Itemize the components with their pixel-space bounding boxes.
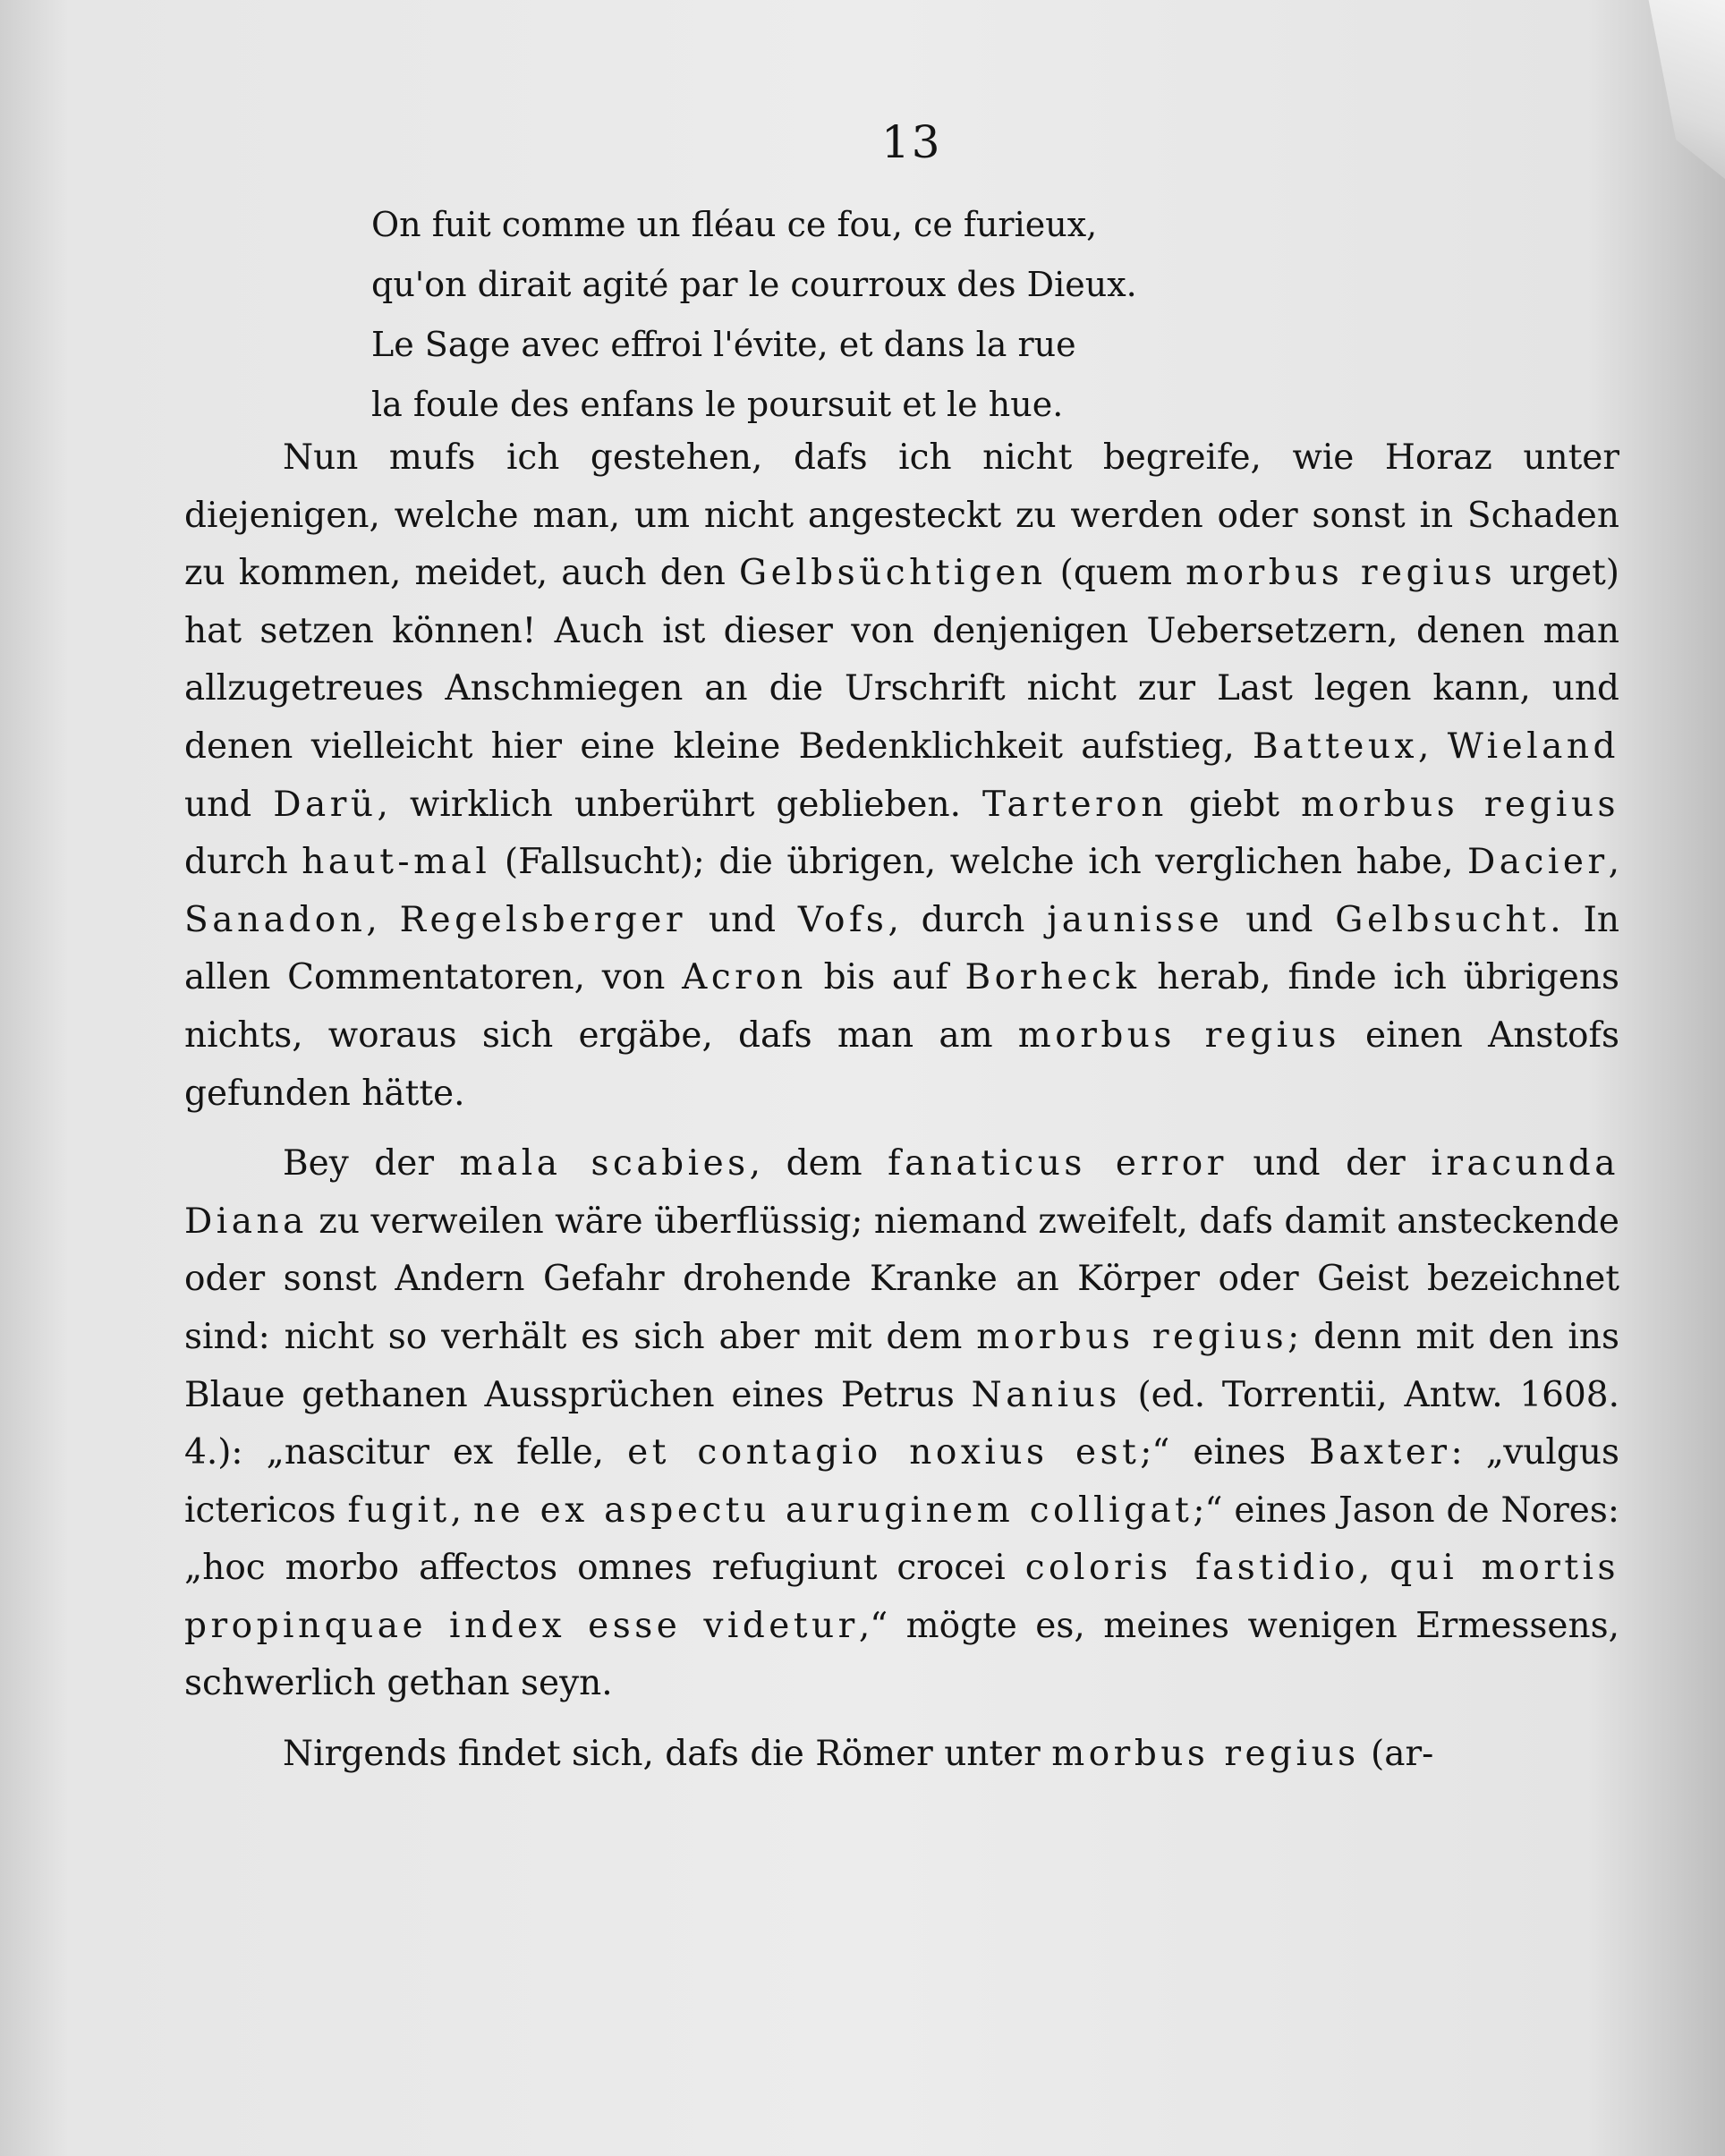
spaced-emphasis-text: Acron <box>682 957 807 998</box>
text-run: und <box>686 899 798 940</box>
text-run: . In allen Commentatoren, von <box>184 899 1620 998</box>
spaced-emphasis-text: iracunda Diana <box>184 1143 1620 1242</box>
page-number: 13 <box>881 116 942 168</box>
spaced-emphasis-text: morbus regius <box>1185 553 1497 594</box>
verse-line: la foule des enfans le poursuit et le hue. <box>371 385 1064 424</box>
spaced-emphasis-text: morbus regius <box>1051 1734 1360 1775</box>
spaced-emphasis-text: Darü <box>273 784 378 825</box>
spaced-emphasis-text: fanaticus error <box>888 1143 1228 1184</box>
spaced-emphasis-text: Wieland <box>1447 726 1619 767</box>
paragraph <box>184 1726 1619 1784</box>
text-run: einen Anstofs gefunden hätte. <box>184 1014 1619 1114</box>
spaced-emphasis-text: Dacier <box>1467 842 1609 883</box>
text-run: urget) hat setzen können! Auch ist dieser von denjenigen Uebersetzern, denen man allzugetreues Anschmiegen an die Urschrift nicht zur Last legen kann, und denen vielleicht hier eine kleine Bedenklichkeit aufstieg, <box>184 553 1619 767</box>
text-run: ;“ eines Jason de Nores: „hoc morbo affectos omnes refugiunt crocei <box>184 1490 1619 1589</box>
spaced-emphasis-text: morbus regius <box>976 1316 1288 1357</box>
text-run: Nun mufs ich gestehen, dafs ich nicht begreife, wie Horaz unter diejenigen, welche man, um nicht angesteckt zu werden oder sonst in Schaden zu kommen, meidet, auch den <box>184 437 1619 594</box>
text-run: herab, finde ich übrigens nichts, woraus sich ergäbe, dafs man am <box>184 957 1620 1056</box>
text-run: bis auf <box>806 957 965 998</box>
text-run: , wirklich unberührt geblieben. <box>377 784 982 825</box>
text-run: und <box>184 784 274 825</box>
spaced-emphasis-text: Tarteron <box>981 784 1168 825</box>
text-run: (ar- <box>1359 1734 1434 1775</box>
spaced-emphasis-text: Sanadon <box>184 899 367 940</box>
spaced-emphasis-text: et contagio noxius est <box>627 1432 1141 1473</box>
text-run: (ed. Torrentii, Antw. 1608. 4.): „nascitur ex felle, <box>184 1374 1620 1473</box>
verse-line: qu'on dirait agité par le courroux des Dieux. <box>371 265 1137 304</box>
spaced-emphasis-text: qui mortis propinquae index esse videtur <box>184 1548 1620 1646</box>
text-run: : „vulgus ictericos <box>184 1432 1619 1531</box>
spaced-emphasis-text: coloris fastidio <box>1024 1548 1359 1589</box>
text-run: Bey der <box>283 1143 460 1184</box>
spaced-emphasis-text: Gelbsucht <box>1335 899 1551 940</box>
spaced-emphasis-text: Baxter <box>1309 1432 1451 1473</box>
text-run: ; denn mit den ins Blaue gethanen Aussprüchen eines Petrus <box>184 1316 1619 1415</box>
spaced-emphasis-text: mala scabies <box>459 1143 750 1184</box>
spaced-emphasis-text: Gelbsüchtigen <box>738 553 1047 594</box>
body-text <box>184 429 1619 1784</box>
text-run: ;“ eines <box>1140 1432 1310 1473</box>
spaced-emphasis-text: haut-mal <box>302 842 491 883</box>
text-run: , <box>1358 1548 1390 1589</box>
spaced-emphasis-text: jaunisse <box>1047 899 1224 940</box>
text-run: (Fallsucht); die übrigen, welche ich verglichen habe, <box>490 842 1468 883</box>
text-run: (quem <box>1046 553 1186 594</box>
verse-block <box>371 195 1355 435</box>
folded-page-corner <box>1616 0 1725 179</box>
spaced-emphasis-text: Nanius <box>971 1374 1121 1415</box>
spaced-emphasis-text: Regelsberger <box>399 899 687 940</box>
paragraph <box>184 429 1619 1123</box>
verse-line: Le Sage avec effroi l'évite, et dans la rue <box>371 325 1076 364</box>
text-run: , <box>450 1490 473 1531</box>
spaced-emphasis-text: morbus regius <box>1301 784 1619 825</box>
text-run: Nirgends findet sich, dafs die Römer unter <box>283 1734 1052 1775</box>
text-run: , dem <box>749 1143 888 1184</box>
text-run: giebt <box>1167 784 1301 825</box>
text-run: ,“ mögte es, meines wenigen Ermessens, schwerlich gethan seyn. <box>184 1605 1619 1704</box>
paragraph <box>184 1135 1619 1713</box>
verse-line: On fuit comme un fléau ce fou, ce furieux, <box>371 205 1098 244</box>
spaced-emphasis-text: fugit <box>347 1490 451 1531</box>
text-run: und <box>1223 899 1336 940</box>
text-run: , <box>1608 842 1619 883</box>
text-run: zu verweilen wäre überflüssig; niemand zweifelt, dafs damit ansteckende oder sonst Andern Gefahr drohende Kranke an Körper oder Geist bezeichnet sind: nicht so verhält es sich aber mit dem <box>184 1201 1619 1357</box>
spaced-emphasis-text: Batteux <box>1253 726 1418 767</box>
text-run: , <box>366 899 400 940</box>
spaced-emphasis-text: Vofs <box>797 899 888 940</box>
spaced-emphasis-text: ne ex aspectu auruginem colligat <box>472 1490 1194 1531</box>
text-run: und der <box>1227 1143 1432 1184</box>
spaced-emphasis-text: Borheck <box>964 957 1141 998</box>
text-run: durch <box>184 842 302 883</box>
text-run: , durch <box>888 899 1048 940</box>
spaced-emphasis-text: morbus regius <box>1017 1014 1340 1056</box>
text-run: , <box>1418 726 1448 767</box>
